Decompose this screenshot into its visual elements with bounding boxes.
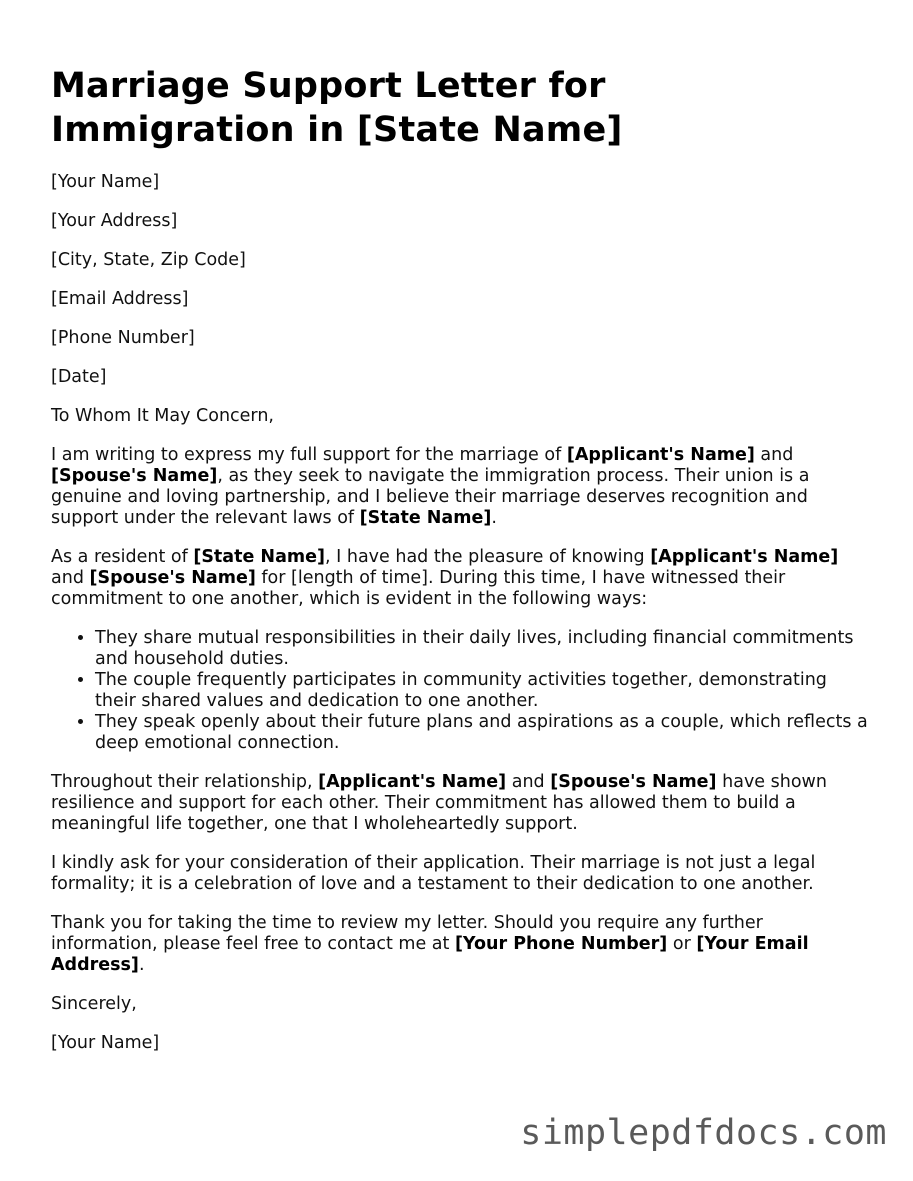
paragraph-intro [51,445,871,529]
text-run: or [667,934,697,954]
spouse-name-placeholder: [Spouse's Name] [89,568,256,588]
site-watermark: simplepdfdocs.com [520,1113,887,1153]
salutation: To Whom It May Concern, [51,406,274,426]
text-run: and [754,445,794,465]
spouse-name-placeholder: [Spouse's Name] [550,772,717,792]
title-line-2: Immigration in [State Name] [51,110,623,150]
text-run: Throughout their relationship, [51,772,319,792]
evidence-list [51,628,871,754]
text-run: , as they seek to navigate the immigration process. Their union is a genuine and loving partnership, and I believe their marriage deserves recognition and support under the relevant laws of [51,466,810,528]
sender-phone: [Phone Number] [51,328,195,348]
text-run: I am writing to express my full support for the marriage of [51,445,567,465]
paragraph-resilience [51,772,871,835]
closing: Sincerely, [51,994,137,1014]
text-run: have shown resilience and support for each other. Their commitment has allowed them to build a meaningful life together, one that I wholeheartedly support. [51,772,827,834]
applicant-name-placeholder: [Applicant's Name] [318,772,507,792]
text-run: for [length of time]. During this time, I have witnessed their commitment to one another, which is evident in the following ways: [51,568,786,609]
sender-city-state-zip: [City, State, Zip Code] [51,250,246,270]
page-title [51,64,871,152]
text-run: and [51,568,90,588]
text-run: Thank you for taking the time to review my letter. Should you require any further information, please feel free to contact me at [51,913,763,954]
sender-name: [Your Name] [51,172,160,192]
list-item: • They share mutual responsibilities in their daily lives, including financial commitments and household duties. [95,628,871,670]
signature-name: [Your Name] [51,1033,160,1053]
email-address-placeholder: [Your Email Address] [51,934,809,975]
text-run: and [506,772,551,792]
list-item: • They speak openly about their future plans and aspirations as a couple, which reflects a deep emotional connection. [95,712,871,754]
paragraph-contact [51,913,871,976]
text-run: . [491,508,497,528]
letter-page [51,64,871,1072]
text-run: As a resident of [51,547,194,567]
letter-date: [Date] [51,367,107,387]
phone-number-placeholder: [Your Phone Number] [454,934,668,954]
sender-address: [Your Address] [51,211,178,231]
state-name-placeholder: [State Name] [359,508,492,528]
applicant-name-placeholder: [Applicant's Name] [566,445,755,465]
state-name-placeholder: [State Name] [193,547,325,567]
sender-email: [Email Address] [51,289,189,309]
applicant-name-placeholder: [Applicant's Name] [650,547,839,567]
list-item: • The couple frequently participates in community activities together, demonstrating their shared values and dedication to one another. [95,670,871,712]
spouse-name-placeholder: [Spouse's Name] [51,466,218,486]
paragraph-request: I kindly ask for your consideration of their application. Their marriage is not just a legal formality; it is a celebration of love and a testament to their dedication to one another. [51,853,816,894]
paragraph-relationship [51,547,871,610]
text-run: . [138,955,145,975]
text-run: , I have had the pleasure of knowing [325,547,651,567]
title-line-1: Marriage Support Letter for [51,66,606,106]
